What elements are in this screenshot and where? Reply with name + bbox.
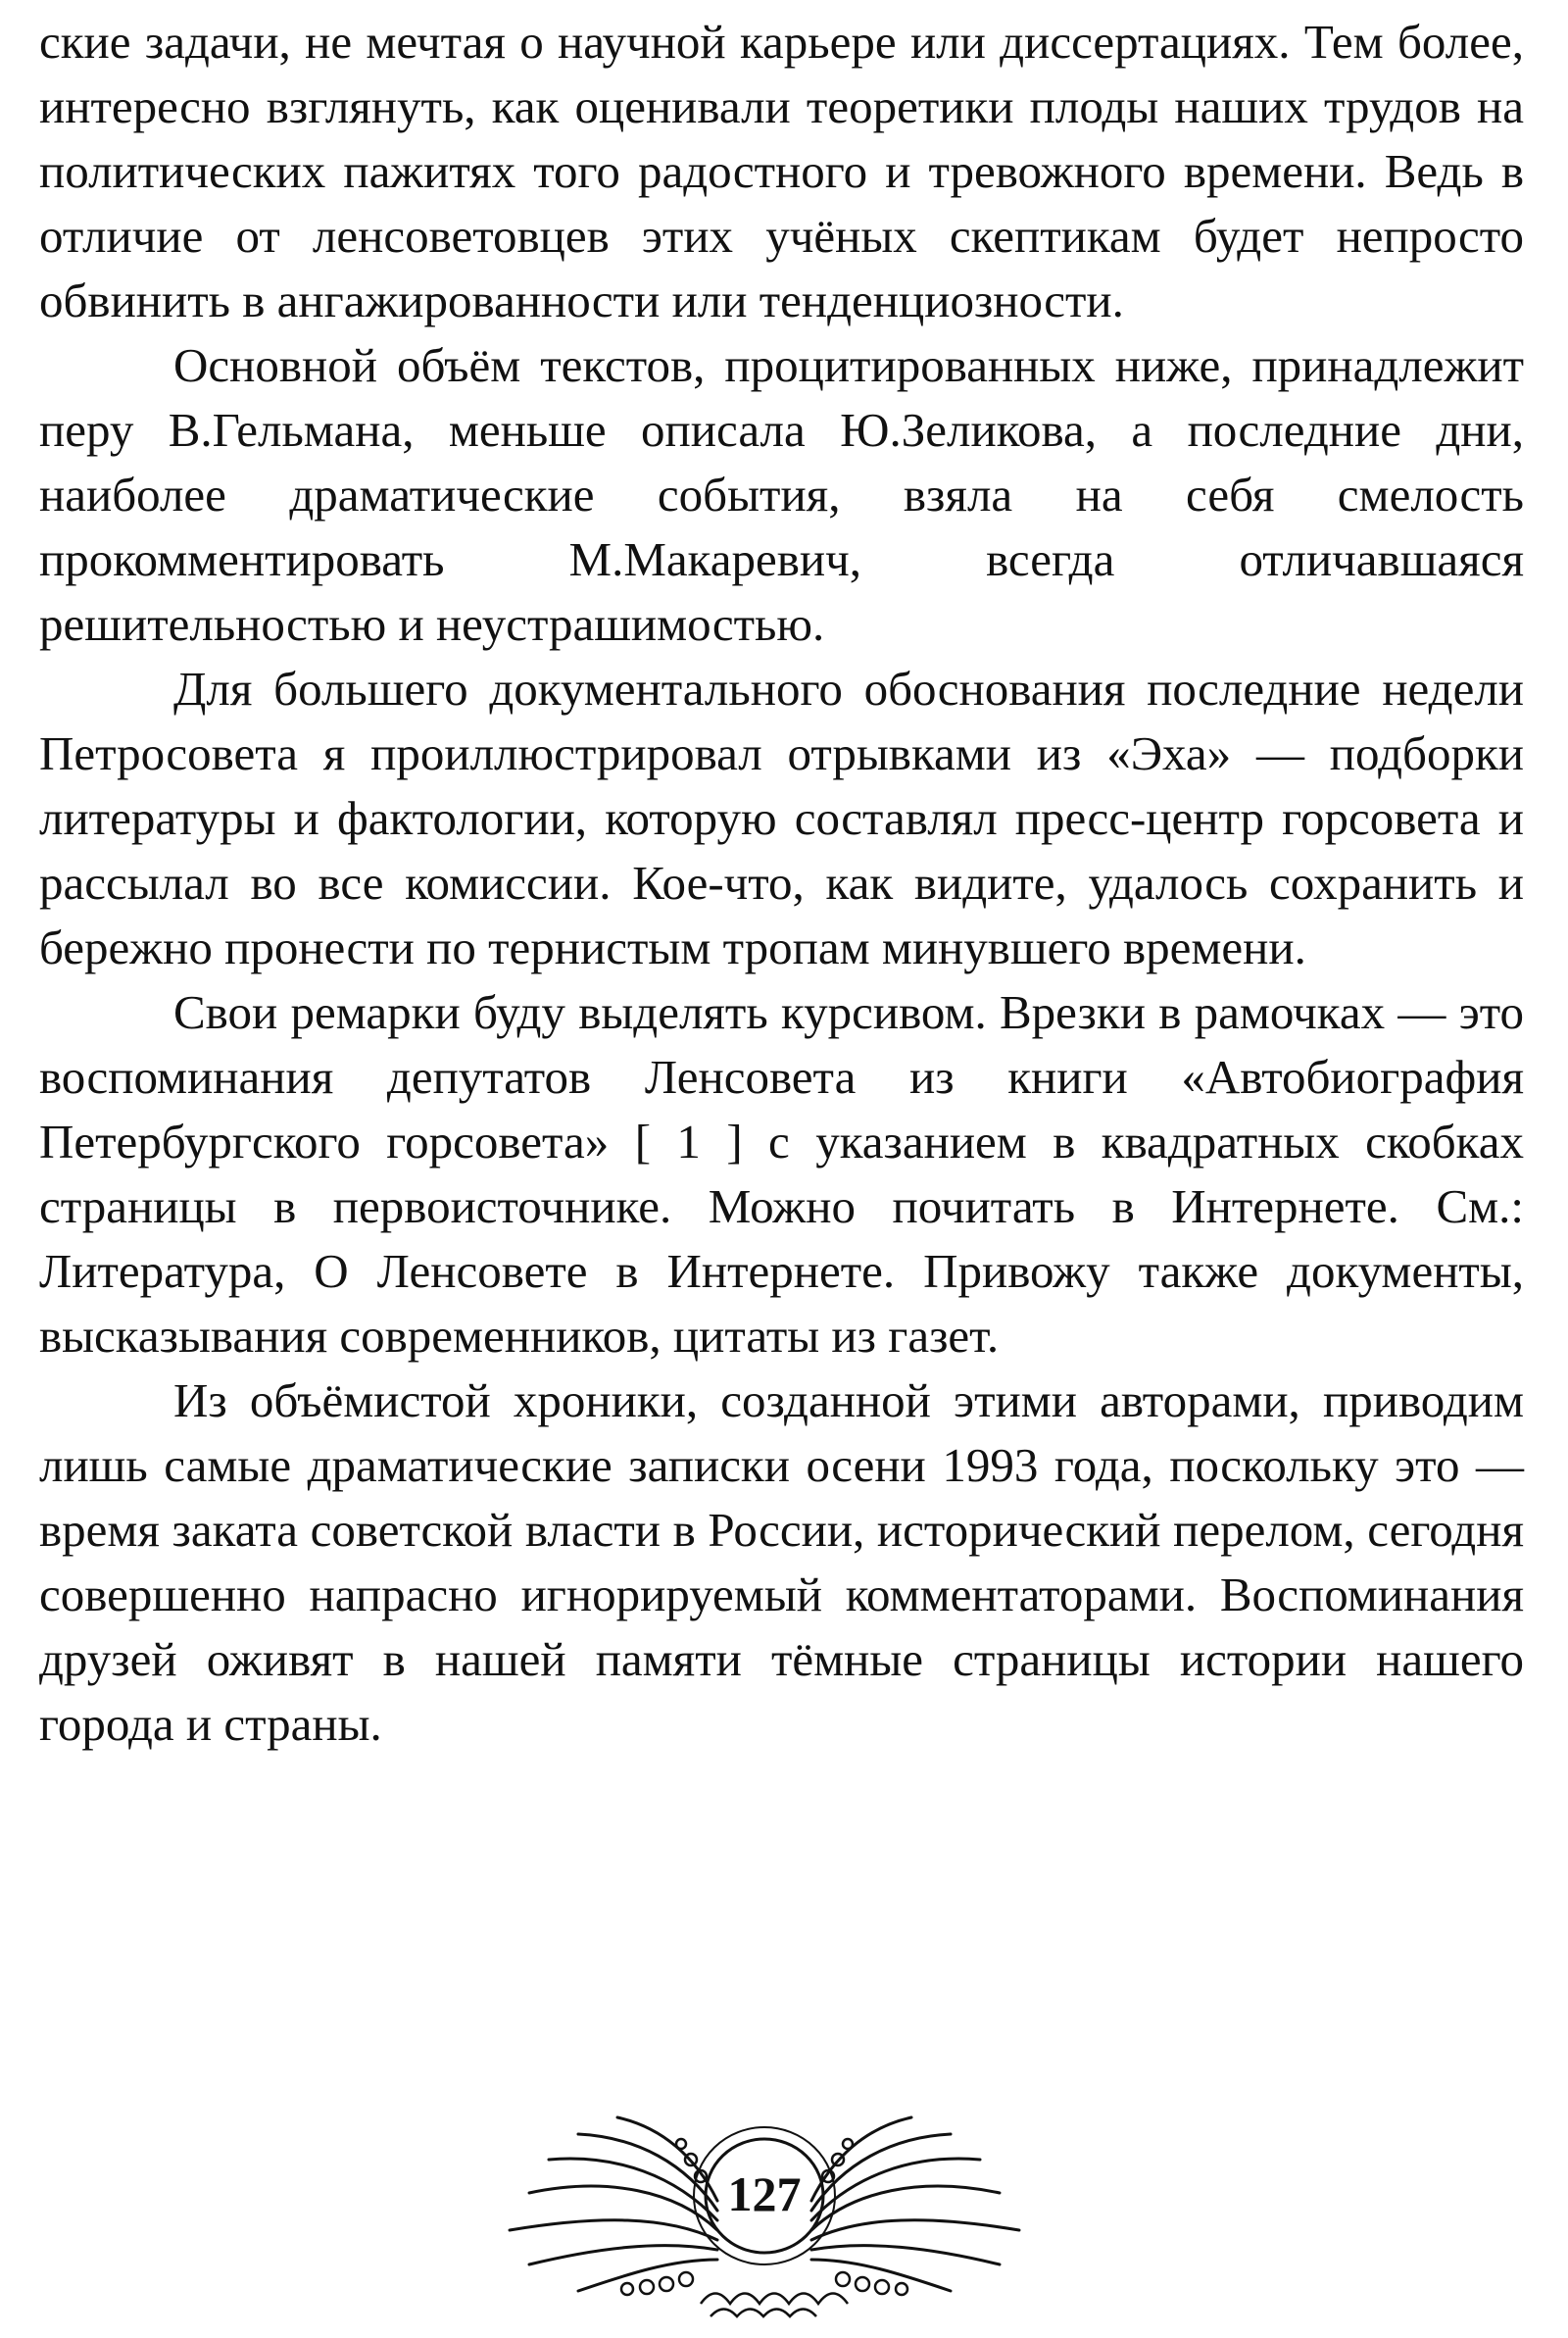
page-number: 127 xyxy=(727,2166,802,2221)
page-number-ornament xyxy=(490,2083,1039,2328)
paragraph-chronicle-intro: Из объёмистой хроники, созданной этими авторами, приводим лишь самые драматические записки осени 1993 года, поскольку это — время заката советской власти в России, исторический перелом, сегодня совершенно напрасно игнорируемый комментаторами. Воспоминания друзей оживят в нашей памяти тёмные страницы истории нашего города и страны. xyxy=(39,1373,1524,1751)
page-body xyxy=(39,10,1524,1757)
paragraph-echo-documents: Для большего документального обоснования последние недели Петросовета я проиллюстрировал отрывками из «Эха» — подборки литературы и фактологии, которую составлял пресс-центр горсовета и рассылал во все комиссии. Кое-что, как видите, удалось сохранить и бережно пронести по тернистым тропам минувшего времени. xyxy=(39,662,1524,974)
paragraph-continuation: ские задачи, не мечтая о научной карьере или диссертациях. Тем более, интересно взглянуть, как оценивали теоретики плоды наших трудов на политических пажитях того радостного и тревожного времени. Ведь в отличие от ленсоветовцев этих учёных скептикам будет непросто обвинить в ангажированности или тенденциозности. xyxy=(39,15,1524,327)
paragraph-main-authors: Основной объём текстов, процитированных ниже, принадлежит перу В.Гельмана, меньше описала Ю.Зеликова, а последние дни, наиболее драматические события, взяла на себя смелость прокомментировать М.Макаревич, всегда отличавшаяся решительностью и неустрашимостью. xyxy=(39,338,1524,651)
paragraph-remarks-note: Свои ремарки буду выделять курсивом. Врезки в рамочках — это воспоминания депутатов Ленсовета из книги «Автобиография Петербургского горсовета» [ 1 ] с указанием в квадратных скобках страницы в первоисточнике. Можно почитать в Интернете. См.: Литература, О Ленсовете в Интернете. Привожу также документы, высказывания современников, цитаты из газет. xyxy=(39,985,1524,1363)
